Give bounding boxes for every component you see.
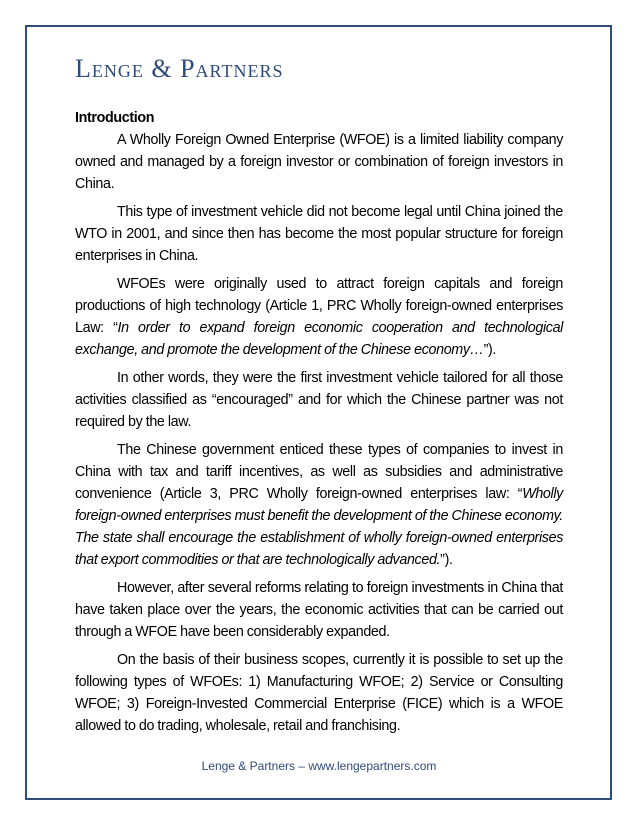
brand-title: Lenge & Partners (75, 54, 284, 83)
paragraph-7: On the basis of their business scopes, currently it is possible to set up the following types of WFOEs: 1) Manufacturing WFOE; 2) Service or Consulting WFOE; 3) Foreign-Invested Commercial Enterprise (FICE) which is a WFOE allowed to do trading, wholesale, retail and franchising. (75, 652, 563, 734)
paragraph-3-close: ”). (483, 342, 497, 358)
paragraph-5 (75, 439, 563, 571)
paragraph-4: In other words, they were the first investment vehicle tailored for all those activities classified as “encouraged” and for which the Chinese partner was not required by the law. (75, 370, 563, 430)
page-footer: Lenge & Partners – www.lengepartners.com (201, 759, 437, 773)
paragraph-2: This type of investment vehicle did not become legal until China joined the WTO in 2001, and since then has become the most popular structure for foreign enterprises in China. (75, 204, 563, 264)
paragraph-5-quote: Wholly foreign-owned enterprises must benefit the development of the Chinese economy. The state shall encourage the establishment of wholly foreign-owned enterprises that export commodities or that are technologically advanced. (75, 486, 563, 568)
paragraph-3 (75, 273, 563, 361)
paragraph-1: A Wholly Foreign Owned Enterprise (WFOE) is a limited liability company owned and managed by a foreign investor or combination of foreign investors in China. (75, 132, 563, 192)
section-heading: Introduction (75, 110, 155, 126)
document-body (75, 107, 563, 743)
paragraph-3-quote: In order to expand foreign economic cooperation and technological exchange, and promote the development of the Chinese economy… (75, 320, 563, 358)
paragraph-6: However, after several reforms relating to foreign investments in China that have taken place over the years, the economic activities that can be carried out through a WFOE have been considerably expanded. (75, 580, 563, 640)
paragraph-5-close: ”). (440, 552, 453, 568)
paragraph-5-text: The Chinese government enticed these types of companies to invest in China with tax and tariff incentives, as well as subsidies and administrative convenience (Article 3, PRC Wholly foreign-owned enterprises law: “ (75, 442, 563, 502)
paragraph-3-text: WFOEs were originally used to attract foreign capitals and foreign productions of high technology (Article 1, PRC Wholly foreign-owned enterprises Law: “ (75, 276, 563, 336)
